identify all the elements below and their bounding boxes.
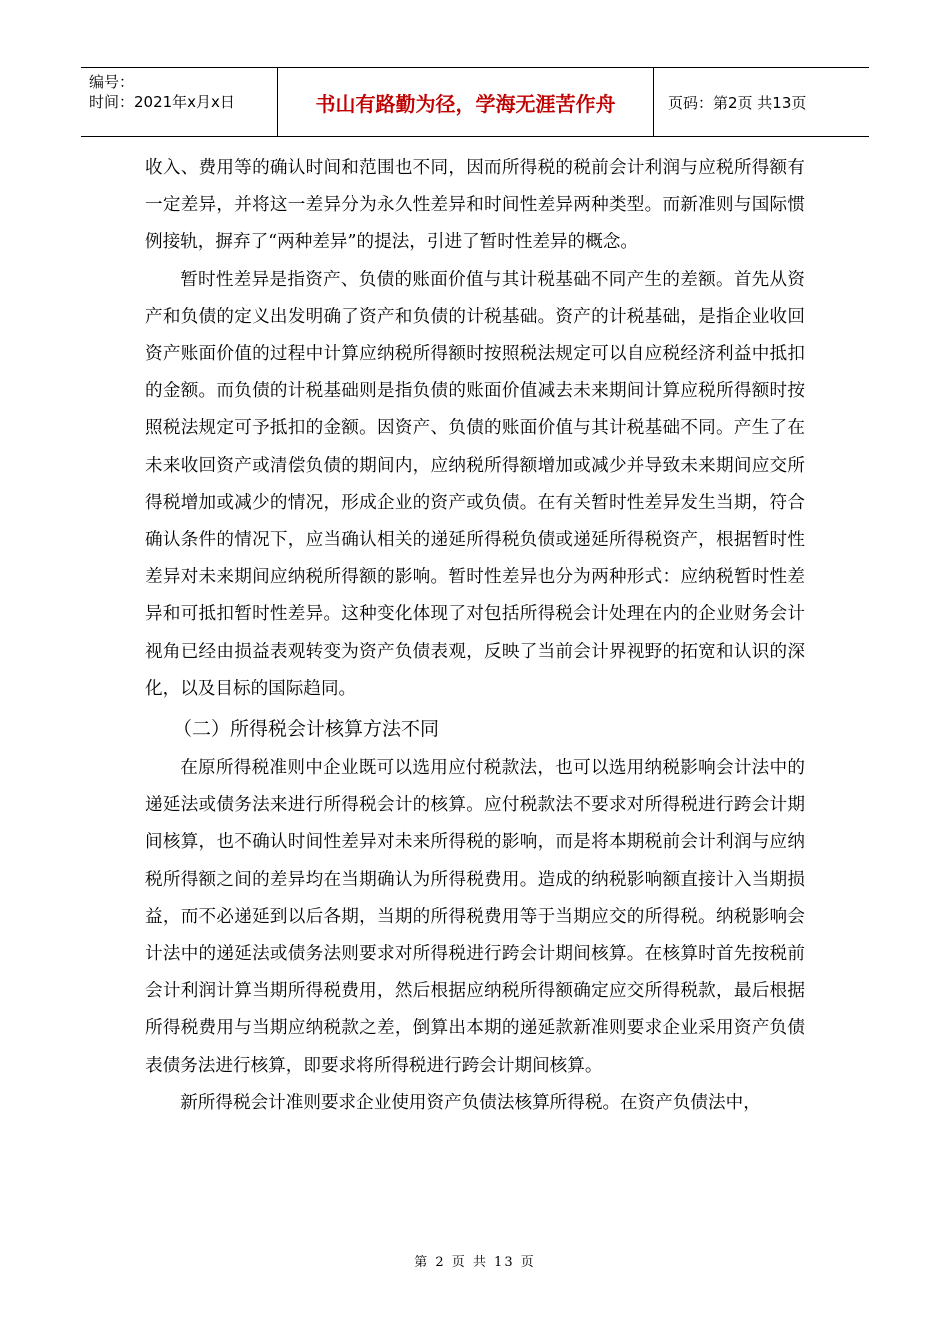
paragraph-new-standard: 新所得税会计准则要求企业使用资产负债法核算所得税。在资产负债法中， [180, 1092, 761, 1113]
paragraph-accounting-methods: 在原所得税准则中企业既可以选用应付税款法，也可以选用纳税影响会计法中的递延法或债务法来进行所得税会计的核算。应付税款法不要求对所得税进行跨会计期间核算，也不确认时间性差异对未来所得税的影响，而是将本期税前会计利润与应纳税所得额之间的差异均在当期确认为所得税费用。造成的纳税影响额直接计入当期损益，而不必递延到以后各期，当期的所得税费用等于当期应交的所得税。纳税影响会计法中的递延法或债务法则要求对所得税进行跨会计期间核算。在核算时首先按税前会计利润计算当期所得税费用，然后根据应纳税所得额确定应交所得税款，最后根据所得税费用与当期应纳税款之差，倒算出本期的递延款新准则要求企业采用资产负债表债务法进行核算，即要求将所得税进行跨会计期间核算。 [145, 758, 805, 1076]
document-number-label: 编号： [89, 73, 135, 91]
header-meta [81, 68, 277, 136]
paragraph-continued: 收入、费用等的确认时间和范围也不同，因而所得税的税前会计利润与应税所得额有一定差异，并将这一差异分为永久性差异和时间性差异两种类型。而新准则与国际惯例接轨，摒弃了“两种差异”的提法，引进了暂时性差异的概念。 [145, 158, 805, 253]
page-footer: 第 2 页 共 13 页 [414, 1255, 536, 1270]
header-motto: 书山有路勤为径，学海无涯苦作舟 [277, 68, 654, 136]
header-page-code: 页码：第2页 共13页 [668, 93, 807, 112]
document-body [145, 150, 805, 1122]
section-heading: （二）所得税会计核算方法不同 [173, 718, 440, 741]
document-time: 时间：2021年x月x日 [89, 93, 235, 111]
paragraph-temporary-difference: 暂时性差异是指资产、负债的账面价值与其计税基础不同产生的差额。首先从资产和负债的定义出发明确了资产和负债的计税基础。资产的计税基础，是指企业收回资产账面价值的过程中计算应纳税所得额时按照税法规定可以自应税经济利益中抵扣的金额。而负债的计税基础则是指负债的账面价值减去未来期间计算应税所得额时按照税法规定可予抵扣的金额。因资产、负债的账面价值与其计税基础不同。产生了在未来收回资产或清偿负债的期间内，应纳税所得额增加或减少并导致未来期间应交所得税增加或减少的情况，形成企业的资产或负债。在有关暂时性差异发生当期，符合确认条件的情况下，应当确认相关的递延所得税负债或递延所得税资产，根据暂时性差异对未来期间应纳税所得额的影响。暂时性差异也分为两种形式：应纳税暂时性差异和可抵扣暂时性差异。这种变化体现了对包括所得税会计处理在内的企业财务会计视角已经由损益表观转变为资产负债表观，反映了当前会计界视野的拓宽和认识的深化，以及目标的国际趋同。 [145, 269, 805, 699]
page-header [81, 67, 869, 137]
